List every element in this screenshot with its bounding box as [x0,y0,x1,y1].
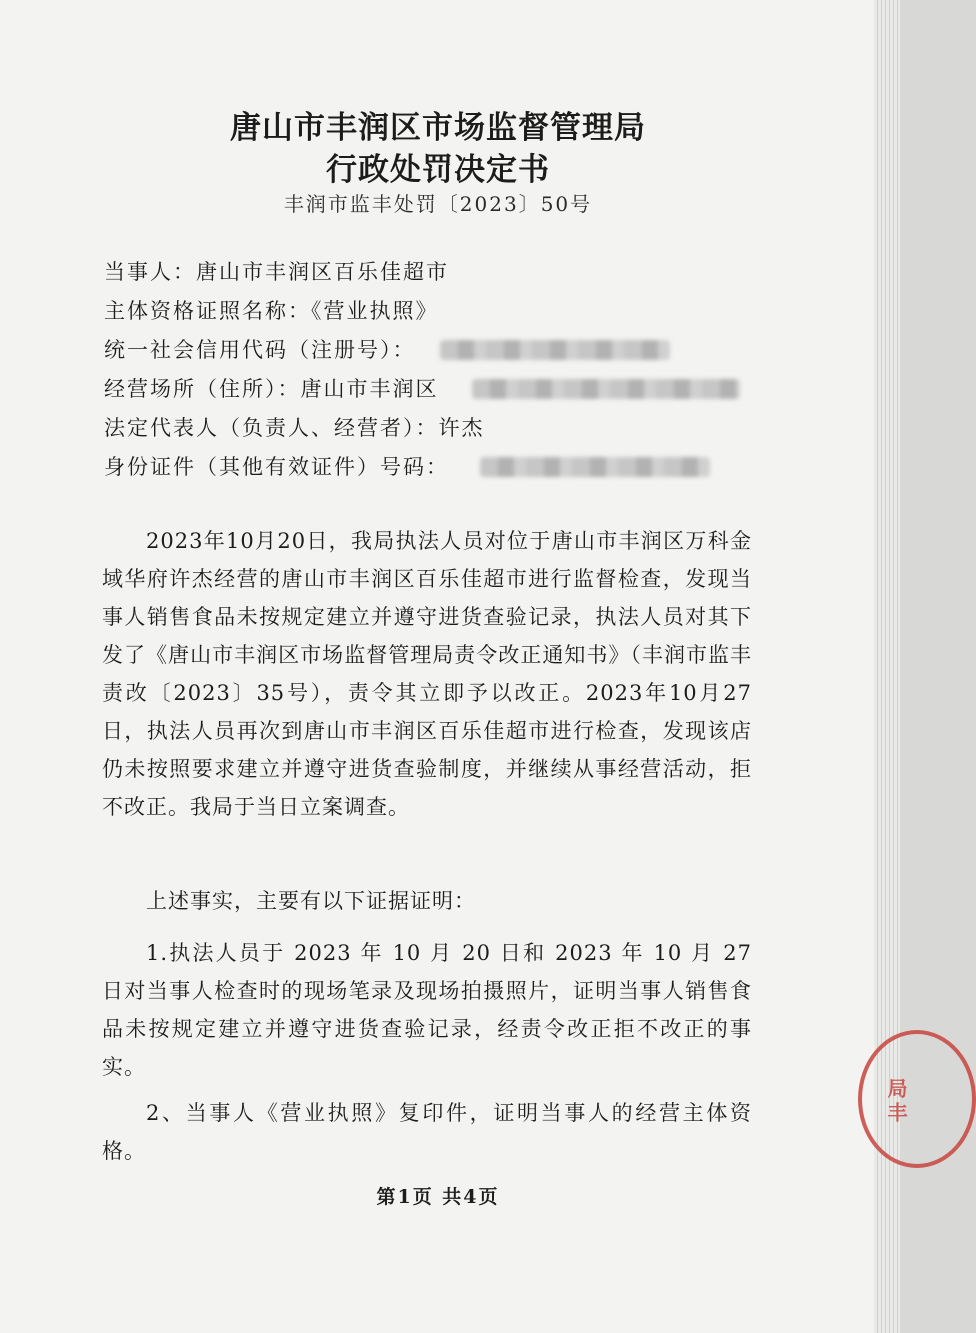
document-title-agency: 唐山市丰润区市场监督管理局 [230,110,646,146]
redacted-address [472,379,740,399]
document-title-type: 行政处罚决定书 [326,152,550,188]
evidence-item-1: 1.执法人员于 2023 年 10 月 20 日和 2023 年 10 月 27 日对当事人检查时的现场笔录及现场拍摄照片，证明当事人销售食品未按规定建立并遵守进货查验记录，经责令改正拒不改正的事实。 [102,941,752,1079]
facts-paragraph: 2023年10月20日，我局执法人员对位于唐山市丰润区万科金域华府许杰经营的唐山市丰润区百乐佳超市进行监督检查，发现当事人销售食品未按规定建立并遵守进货查验记录，执法人员对其下发了《唐山市丰润区市场监督管理局责令改正通知书》（丰润市监丰责改〔2023〕35号），责令其立即予以改正。2023年10月27日，执法人员再次到唐山市丰润区百乐佳超市进行检查，发现该店仍未按照要求建立并遵守进货查验制度，并继续从事经营活动，拒不改正。我局于当日立案调查。 [102,529,752,819]
evidence-item-2: 2、当事人《营业执照》复印件，证明当事人的经营主体资格。 [102,1101,752,1163]
address-line: 经营场所（住所）：唐山市丰润区 [104,377,439,401]
seal-text: 局丰 [884,1078,908,1126]
party-name-line: 当事人：唐山市丰润区百乐佳超市 [104,260,449,284]
credit-code-line: 统一社会信用代码（注册号）： [104,338,416,362]
official-seal [858,1030,976,1168]
id-number-line: 身份证件（其他有效证件）号码： [104,455,449,479]
evidence-intro: 上述事实，主要有以下证据证明： [146,889,476,913]
license-name-line: 主体资格证照名称：《营业执照》 [104,299,439,323]
document-number: 丰润市监丰处罚〔2023〕50号 [283,192,593,216]
page-counter: 第1页 共4页 [376,1186,500,1208]
redacted-credit-code [440,340,670,360]
redacted-id-number [480,457,710,477]
legal-representative-line: 法定代表人（负责人、经营者）：许杰 [104,416,485,440]
